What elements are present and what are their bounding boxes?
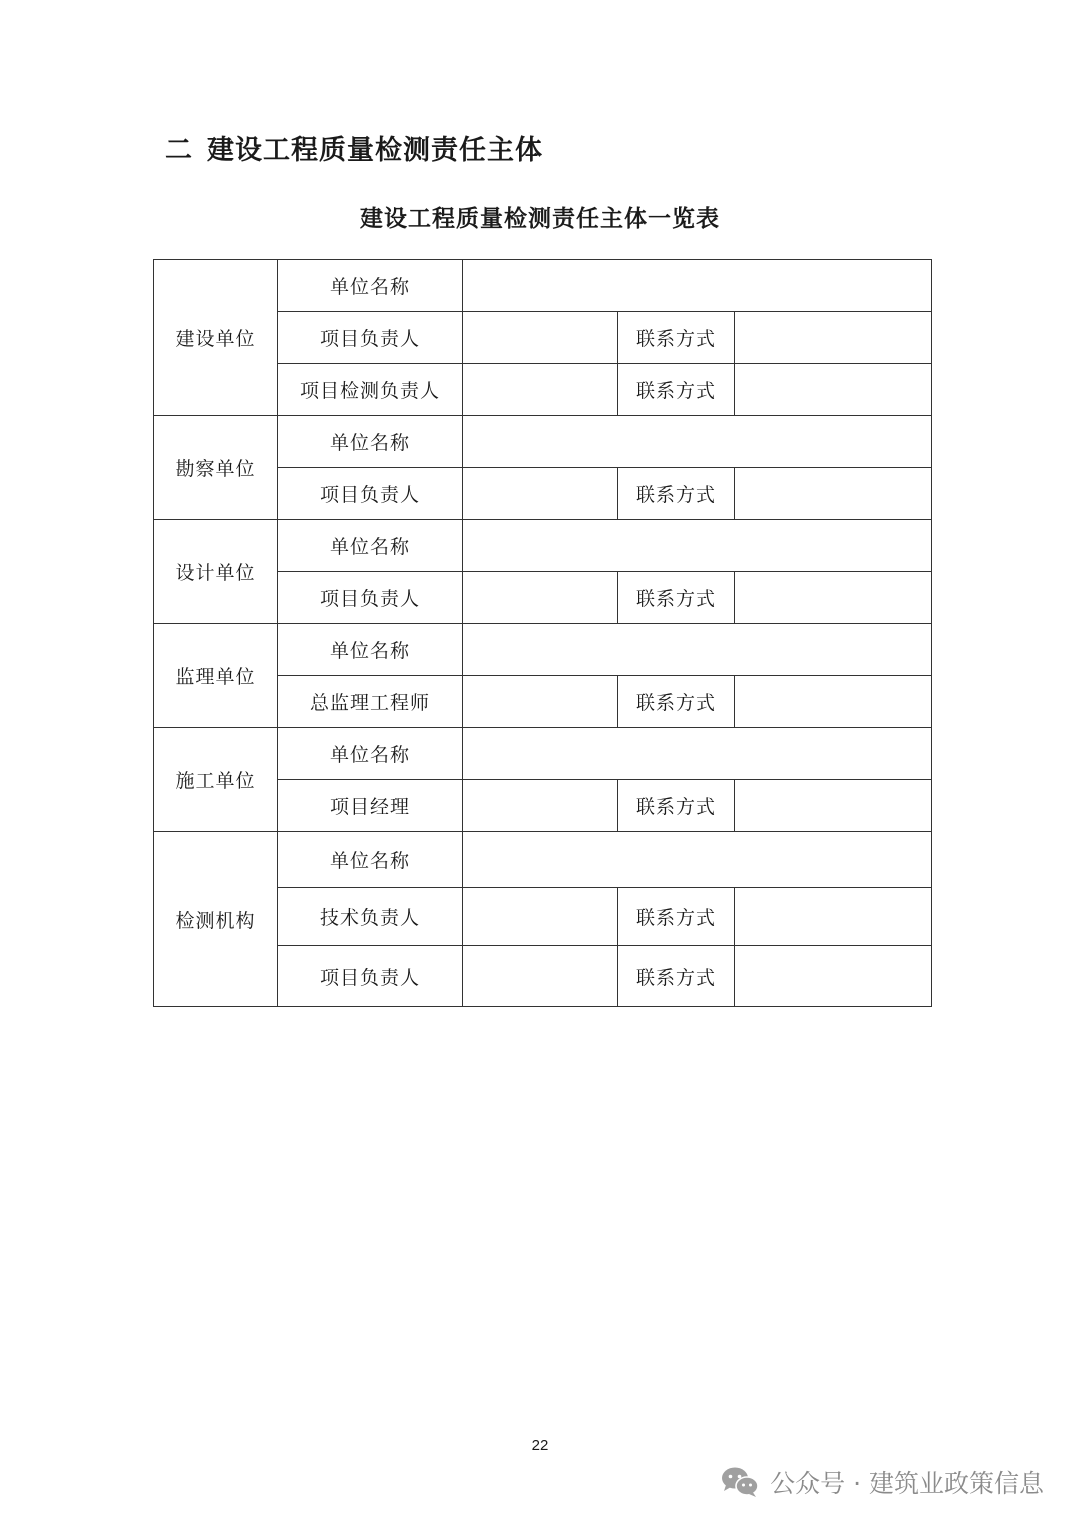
field-label: 单位名称 (278, 832, 463, 888)
contact-value-cell (735, 676, 932, 728)
table-row (154, 728, 932, 780)
field-label: 项目检测负责人 (278, 364, 463, 416)
page-number: 22 (531, 1437, 549, 1454)
table-title: 建设工程质量检测责任主体一览表 (360, 206, 720, 232)
contact-label: 联系方式 (618, 888, 735, 946)
field-label: 单位名称 (278, 520, 463, 572)
contact-label: 联系方式 (618, 946, 735, 1007)
field-label: 技术负责人 (278, 888, 463, 946)
group-label: 建设单位 (154, 260, 278, 416)
field-label: 总监理工程师 (278, 676, 463, 728)
value-cell (463, 260, 932, 312)
field-label: 单位名称 (278, 416, 463, 468)
group-label: 施工单位 (154, 728, 278, 832)
group-label: 检测机构 (154, 832, 278, 1007)
contact-label: 联系方式 (618, 312, 735, 364)
table-row (154, 520, 932, 572)
contact-value-cell (735, 888, 932, 946)
contact-value-cell (735, 468, 932, 520)
responsibility-table (153, 259, 932, 1007)
section-title: 建设工程质量检测责任主体 (207, 135, 543, 166)
contact-value-cell (735, 312, 932, 364)
value-cell (463, 888, 618, 946)
section-number: 二 (165, 135, 193, 166)
table-row (154, 416, 932, 468)
value-cell (463, 312, 618, 364)
group-label: 设计单位 (154, 520, 278, 624)
field-label: 单位名称 (278, 728, 463, 780)
contact-label: 联系方式 (618, 364, 735, 416)
field-label: 项目负责人 (278, 946, 463, 1007)
field-label: 项目经理 (278, 780, 463, 832)
contact-label: 联系方式 (618, 676, 735, 728)
contact-value-cell (735, 364, 932, 416)
contact-label: 联系方式 (618, 780, 735, 832)
field-label: 项目负责人 (278, 468, 463, 520)
value-cell (463, 832, 932, 888)
contact-value-cell (735, 572, 932, 624)
contact-value-cell (735, 946, 932, 1007)
field-label: 项目负责人 (278, 312, 463, 364)
field-label: 项目负责人 (278, 572, 463, 624)
wechat-icon (720, 1465, 760, 1499)
group-label: 监理单位 (154, 624, 278, 728)
contact-label: 联系方式 (618, 572, 735, 624)
table-row (154, 624, 932, 676)
group-label: 勘察单位 (154, 416, 278, 520)
watermark (720, 1462, 1044, 1502)
field-label: 单位名称 (278, 624, 463, 676)
contact-value-cell (735, 780, 932, 832)
value-cell (463, 416, 932, 468)
value-cell (463, 572, 618, 624)
table-row (154, 832, 932, 888)
value-cell (463, 728, 932, 780)
value-cell (463, 468, 618, 520)
table-row (154, 260, 932, 312)
value-cell (463, 520, 932, 572)
value-cell (463, 364, 618, 416)
value-cell (463, 946, 618, 1007)
value-cell (463, 780, 618, 832)
watermark-text: 公众号 · 建筑业政策信息 (770, 1469, 1044, 1498)
field-label: 单位名称 (278, 260, 463, 312)
value-cell (463, 624, 932, 676)
contact-label: 联系方式 (618, 468, 735, 520)
section-heading (165, 128, 543, 167)
value-cell (463, 676, 618, 728)
